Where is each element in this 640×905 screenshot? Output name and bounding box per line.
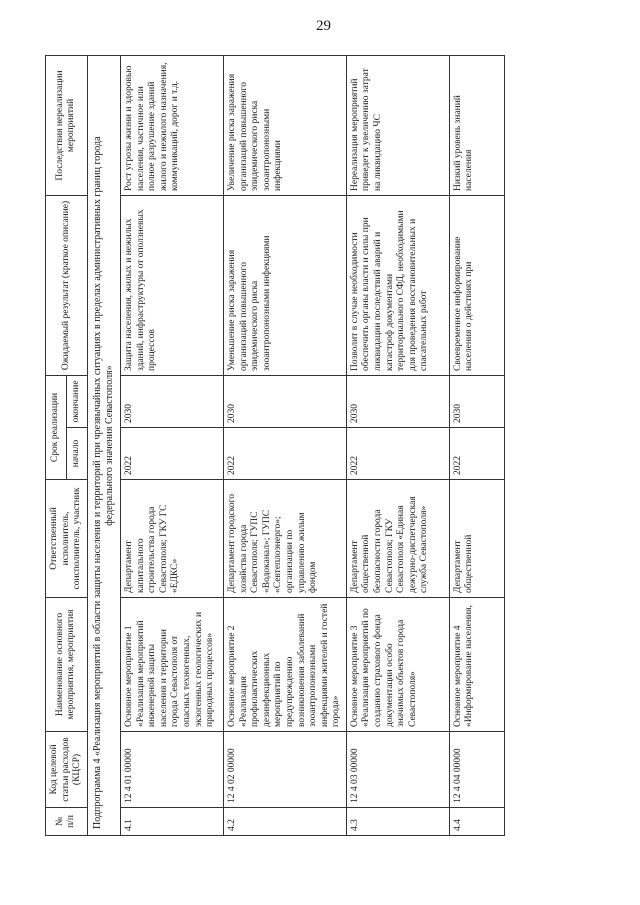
row-result: Уменьшение риска заражения организаций повышенного эпидемического риска зооантропонозными инфекциями bbox=[224, 195, 347, 375]
row-responsible: Департамент общественной безопасности города Севастополя; ГКУ Севастополя «Единая дежурно-диспетчерская служба Севастополя» bbox=[346, 480, 449, 598]
row-num: 4.2 bbox=[224, 808, 347, 836]
row-code: 12 4 02 00000 bbox=[224, 732, 347, 808]
row-name: Основное мероприятие 2 «Реализация профилактических дезинфекционных мероприятий по предупреждению возникновения заболеваний зооантропонозными инфекциями жителей и гостей города» bbox=[224, 598, 347, 732]
row-result: Своевременное информирование населения о действиях при bbox=[449, 195, 504, 375]
row-start: 2022 bbox=[346, 428, 449, 480]
row-consequence: Нереализация мероприятий приведет к увеличению затрат на ликвидацию ЧС bbox=[346, 55, 449, 195]
row-consequence: Рост угрозы жизни и здоровью населения, частичное или полное разрушение зданий жилого и нежилого назначения, коммуникаций, дорог и т.д. bbox=[121, 55, 224, 195]
row-consequence: Увеличение риска заражения организаций повышенного эпидемического риска зооантропонозными инфекциями bbox=[224, 55, 347, 195]
header-consequence: Последствия нереализации мероприятий bbox=[46, 55, 88, 195]
row-code: 12 4 04 00000 bbox=[449, 732, 504, 808]
row-end: 2030 bbox=[449, 375, 504, 427]
measures-table bbox=[45, 55, 505, 836]
row-end: 2030 bbox=[346, 375, 449, 427]
table-row bbox=[224, 55, 347, 835]
subprogram-line2: федерального значения Севастополя» bbox=[103, 365, 115, 526]
page-number: 29 bbox=[316, 18, 331, 34]
row-result: Позволит в случае необходимости обеспечить органы власти и силы при ликвидации последствий аварий и катастроф документами территориального СФД, необходимыми для проведения восстановительных и спасательных работ bbox=[346, 195, 449, 375]
row-start: 2022 bbox=[449, 428, 504, 480]
header-responsible: Ответственный исполнитель, соисполнитель, участник bbox=[46, 480, 88, 598]
row-result: Защита населения, жилых и нежилых зданий, инфраструктуры от оползневых процессов bbox=[121, 195, 224, 375]
header-start: начало bbox=[66, 428, 87, 480]
row-name: Основное мероприятие 3 «Реализация мероприятий по созданию страхового фонда документации особо значимых объектов города Севастополя» bbox=[346, 598, 449, 732]
header-name: Наименование основного мероприятия, мероприятия bbox=[46, 598, 88, 732]
rotated-table-container bbox=[45, 56, 590, 836]
header-result: Ожидаемый результат (краткое описание) bbox=[46, 195, 88, 375]
row-responsible: Департамент городского хозяйства города Севастополя; ГУПС «Водоканал»; ГУПС «Севтеплоэнерго»; организации по управлению жилым фондом bbox=[224, 480, 347, 598]
header-code: Код целевой статьи расходов (КЦСР) bbox=[46, 732, 88, 808]
row-code: 12 4 01 00000 bbox=[121, 732, 224, 808]
row-responsible: Департамент общественной bbox=[449, 480, 504, 598]
header-num: № п/п bbox=[46, 808, 88, 836]
row-start: 2022 bbox=[121, 428, 224, 480]
table-row bbox=[346, 55, 449, 835]
row-code: 12 4 03 00000 bbox=[346, 732, 449, 808]
row-end: 2030 bbox=[224, 375, 347, 427]
row-responsible: Департамент капитального строительства города Севастополя; ГКУ ГС «ЕДКС» bbox=[121, 480, 224, 598]
row-num: 4.3 bbox=[346, 808, 449, 836]
subprogram-title bbox=[87, 55, 120, 835]
row-num: 4.4 bbox=[449, 808, 504, 836]
table-row bbox=[121, 55, 224, 835]
row-start: 2022 bbox=[224, 428, 347, 480]
header-period: Срок реализации bbox=[46, 375, 67, 479]
header-end: окончание bbox=[66, 375, 87, 427]
row-end: 2030 bbox=[121, 375, 224, 427]
row-name: Основное мероприятие 4 «Информирование населения, bbox=[449, 598, 504, 732]
table-row bbox=[449, 55, 504, 835]
row-num: 4.1 bbox=[121, 808, 224, 836]
row-name: Основное мероприятие 1 «Реализация мероприятий инженерной защиты населения и территории города Севастополя от опасных техногенных, экзогенных геологических и природных процессов» bbox=[121, 598, 224, 732]
row-consequence: Низкий уровень знаний населения bbox=[449, 55, 504, 195]
subprogram-line1: Подпрограмма 4 «Реализация мероприятий в области защиты населения и территорий при чрезвычайных ситуациях в пределах административных границ города bbox=[91, 136, 103, 829]
